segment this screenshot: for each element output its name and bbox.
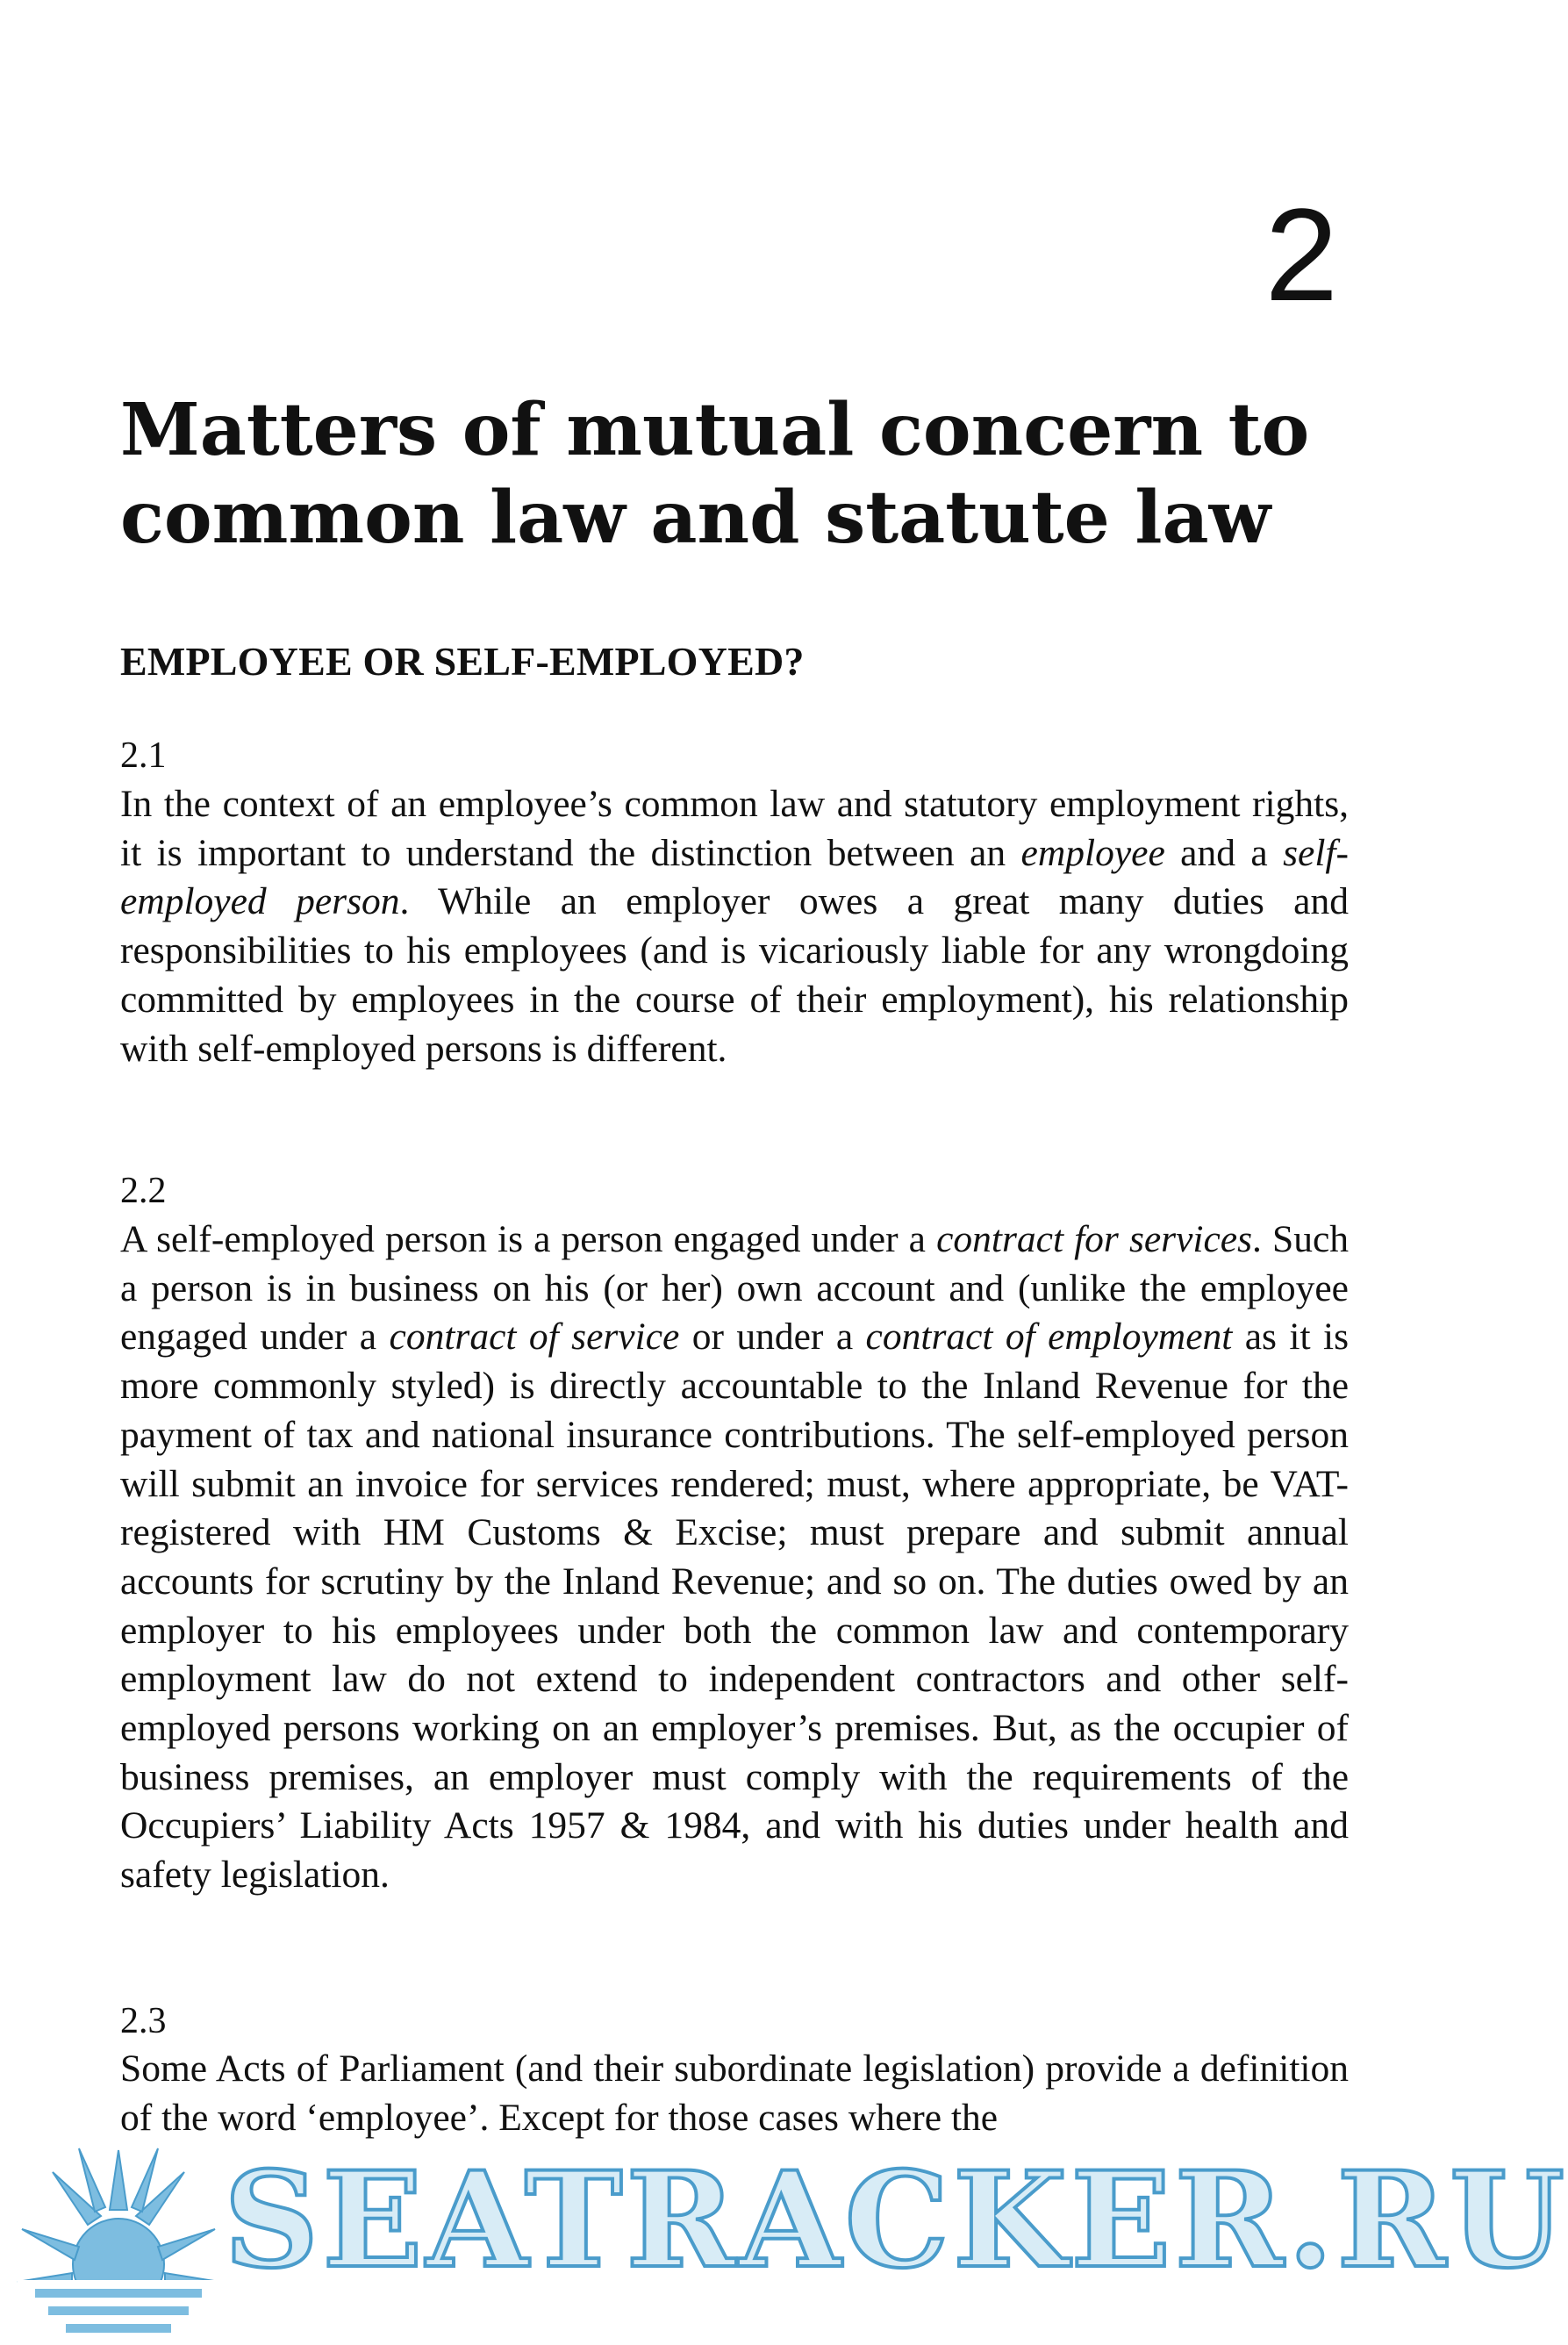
paragraph-text	[120, 2045, 1349, 2142]
watermark-text: SEATRACKER.RU	[224, 2143, 1568, 2298]
text-run: and a	[1164, 831, 1284, 874]
italic-term: self-employed person	[120, 831, 1350, 923]
paragraph-number: 2.1	[120, 735, 167, 776]
text-run: or under a	[679, 1316, 866, 1359]
text-run: A self-employed person is a person engaged under a	[120, 1218, 937, 1260]
chapter-title-line-2: common law and statute law	[120, 476, 1271, 560]
chapter-number: 2	[1264, 181, 1338, 328]
chapter-title	[120, 386, 1331, 562]
italic-term: contract for services	[936, 1218, 1253, 1260]
text-run: . While an employer owes a great many duties and responsibilities to his employees (and is vicariously liable for any wrongdoing committed by employees in the course of their employment), his relationship with self-employed persons is different.	[120, 880, 1349, 1070]
italic-term: contract of service	[389, 1316, 680, 1359]
text-run: as it is more commonly styled) is directly accountable to the Inland Revenue for the payment of tax and national insurance contributions. The self-employed person will submit an invoice for services rendered; must, where appropriate, be VAT-registered with HM Customs & Excise; must prepare and submit annual accounts for scrutiny by the Inland Revenue; and so on. The duties owed by an employer to his employees under both the common law and contemporary employment law do not extend to independent contractors and other self-employed persons working on an employer’s premises. But, as the occupier of business premises, an employer must comply with the requirements of the Occupiers’ Liability Acts 1957 & 1984, and with his duties under health and safety legislation.	[120, 1316, 1349, 1897]
text-run: Some Acts of Parliament (and their subordinate legislation) provide a definition of the word ‘employee’. Except for those cases where the	[120, 2047, 1349, 2139]
italic-term: employee	[1020, 831, 1165, 874]
paragraph-number: 2.3	[120, 2001, 167, 2041]
chapter-title-line-1: Matters of mutual concern to	[120, 388, 1310, 472]
text-run: In the context of an employee’s common law and statutory employment rights, it is important to understand the distinction between an	[120, 783, 1349, 874]
paragraph-text	[120, 780, 1349, 1073]
sun-icon	[18, 2133, 228, 2345]
paragraph-number: 2.2	[120, 1171, 167, 1211]
section-heading: EMPLOYEE OR SELF-EMPLOYED?	[120, 639, 805, 684]
italic-term: contract of employment	[865, 1316, 1233, 1359]
paragraph-text	[120, 1216, 1349, 1900]
text-run: . Such a person is in business on his (or her) own account and (unlike the employee engaged under a	[120, 1218, 1349, 1359]
